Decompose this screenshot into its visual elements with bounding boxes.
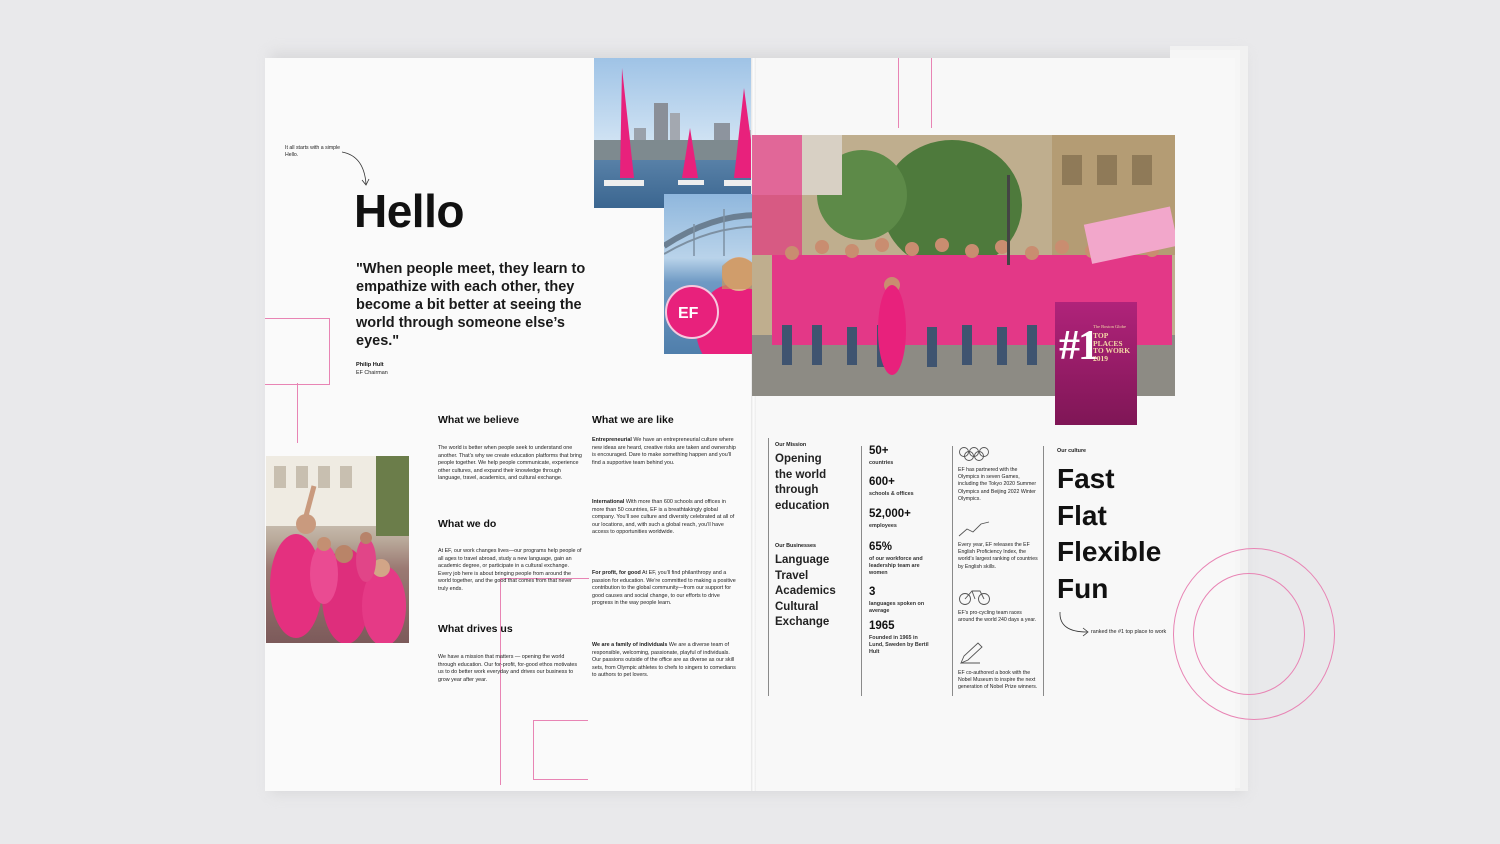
like-lead: We are a family of individuals <box>592 642 668 648</box>
stat-value: 52,000+ <box>869 508 911 520</box>
like-heading: What we are like <box>592 414 674 426</box>
do-heading: What we do <box>438 518 497 530</box>
trend-chart-icon <box>958 520 992 538</box>
believe-text: The world is better when people seek to understand one another. That’s why we create education platforms that bring people together. We help people communicate, experience other cultures, and expand their knowledge through language, travel, academics, and cultural exchange. <box>438 445 582 482</box>
business-item: Academics <box>775 585 836 597</box>
stat-label: countries <box>869 460 894 466</box>
top-places-badge <box>1055 302 1137 425</box>
stat-value: 3 <box>869 586 876 598</box>
fact-text: EF’s pro-cycling team races around the world 240 days a year. <box>958 610 1037 624</box>
businesses-label: Our Businesses <box>775 543 817 549</box>
team-selfie-photo <box>266 456 409 643</box>
column-divider <box>952 446 953 696</box>
business-item: Language <box>775 554 830 566</box>
stat-label: of our workforce and leadership team are women <box>869 556 923 576</box>
decor-circle <box>1193 573 1305 695</box>
stat-value: 600+ <box>869 476 895 488</box>
like-paragraph: International With more than 600 schools and offices in more than 50 countries, EF is a breathtakingly global company. You’ll see culture and diversity celebrated at all of our locations, and, with such a global reach, you’ll have access to opportunities worldwide. <box>592 499 735 536</box>
stat-label: languages spoken on average <box>869 601 925 614</box>
drives-heading: What drives us <box>438 623 513 635</box>
page-title: Hello <box>354 185 464 237</box>
badge-publisher: The Boston Globe <box>1093 324 1126 329</box>
business-item: Exchange <box>775 616 830 628</box>
decor-line <box>898 58 932 128</box>
quote: "When people meet, they learn to empathize with each other, they become a bit better at seeing the world through someone else’s eyes." <box>356 261 586 349</box>
left-page <box>265 58 753 791</box>
stat-value: 50+ <box>869 445 889 457</box>
culture-word: Fun <box>1057 572 1109 604</box>
author-name: Philip Hult <box>356 362 384 368</box>
decor-line <box>533 720 588 780</box>
curved-arrow-icon <box>1057 610 1093 638</box>
culture-list <box>1057 461 1161 607</box>
businesses-list <box>775 553 836 631</box>
like-lead: For profit, for good <box>592 570 641 576</box>
decor-line <box>297 383 298 443</box>
mission-statement: Opening the world through education <box>775 453 830 512</box>
business-item: Cultural <box>775 600 819 613</box>
stat-value: 1965 <box>869 620 895 632</box>
pencil-icon <box>958 642 984 666</box>
stat-label: schools & offices <box>869 491 914 497</box>
business-item: Travel <box>775 569 809 582</box>
svg-text:EF: EF <box>678 305 699 322</box>
fact-text: EF has partnered with the Olympics in seven Games, including the Tokyo 2020 Summer Olympics and Beijing 2022 Winter Olympics. <box>958 467 1037 502</box>
decor-line <box>265 318 330 385</box>
fact-text: Every year, EF releases the EF English Proficiency Index, the world’s largest ranking of countries by English skills. <box>958 542 1038 570</box>
badge-title: TOP PLACES TO WORK 2019 <box>1093 331 1131 363</box>
culture-word: Fast <box>1057 463 1115 494</box>
ranked-note: ranked the #1 top place to work <box>1091 629 1167 635</box>
stat-label: employees <box>869 523 897 529</box>
culture-word: Flexible <box>1057 536 1162 567</box>
badge-number: #1 <box>1059 323 1097 369</box>
stat-value: 65% <box>869 541 893 553</box>
like-lead: International <box>592 499 625 505</box>
mission-label: Our Mission <box>775 442 807 448</box>
intro-note: It all starts with a simple Hello. <box>285 145 341 158</box>
column-divider <box>1043 446 1044 696</box>
bicycle-icon <box>958 588 992 606</box>
believe-heading: What we believe <box>438 414 520 426</box>
fact-text: EF co-authored a book with the Nobel Museum to inspire the next generation of Nobel Prize winners. <box>958 670 1038 691</box>
stat-label: Founded in 1965 in Lund, Sweden by Bertil Hult <box>869 635 929 655</box>
like-paragraph: Entrepreneurial We have an entrepreneurial culture where new ideas are heard, creative risks are taken and ownership is encouraged. Dare to make something happen and you’ll find a supportive team behind you. <box>592 437 736 466</box>
olympic-rings-icon <box>958 446 992 462</box>
author-role: EF Chairman <box>356 370 388 376</box>
culture-label: Our culture <box>1057 448 1087 454</box>
like-paragraph: We are a family of individuals We are a diverse team of responsible, welcoming, passionate, playful of individuals. Our passions outside of the office are as diverse as our skill sets, from Olympic athletes to chefs to singers to comedians to authors to pet lovers. <box>592 642 736 679</box>
drives-text: We have a mission that matters — opening the world through education. Our for-profit, for-good ethos motivates us to do better work everyday and drives our business to grow year after year. <box>438 654 578 683</box>
column-divider <box>861 446 862 696</box>
like-paragraph: For profit, for good At EF, you’ll find philanthropy and a passion for education. We’re committed to making a positive contribution to the global community—from our support for good causes and social change, to our efforts to drive progress in the way people learn. <box>592 570 736 607</box>
do-text: At EF, our work changes lives—our programs help people of all ages to travel abroad, study a new language, gain an academic degree, or participate in a cultural exchange. Every job here is about bringing people from around the world together, and the good that comes from that never truly ends. <box>438 548 582 592</box>
column-divider <box>768 438 769 696</box>
like-lead: Entrepreneurial <box>592 437 632 443</box>
culture-word: Flat <box>1057 499 1107 531</box>
